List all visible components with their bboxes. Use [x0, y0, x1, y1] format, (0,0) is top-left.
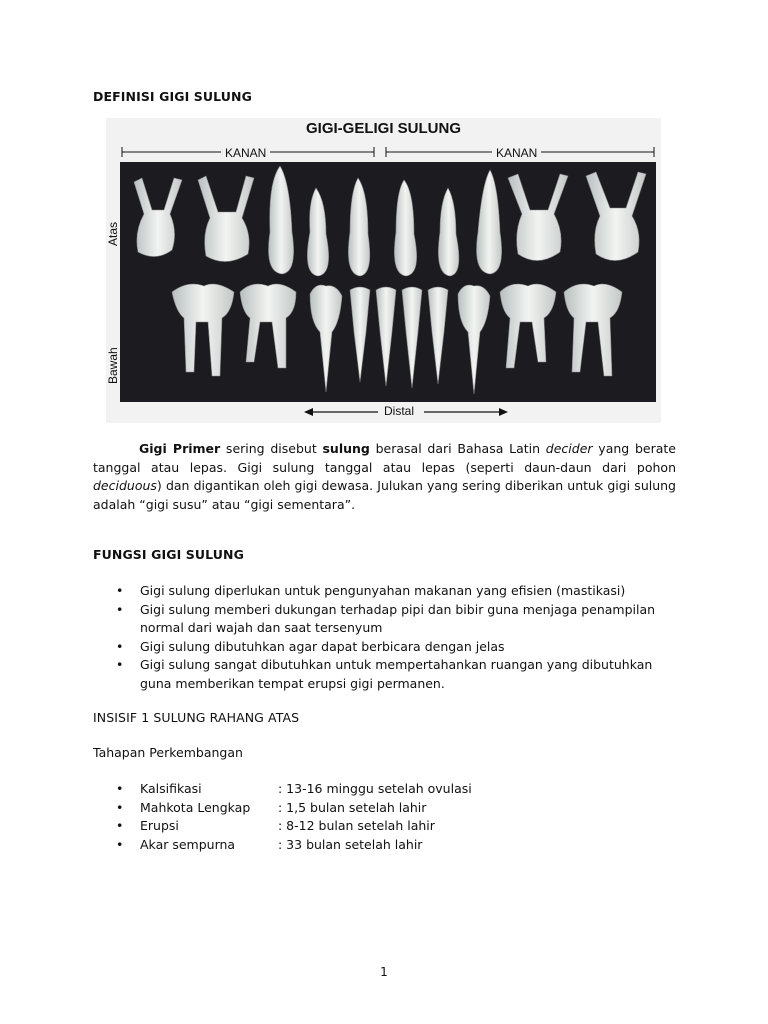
bullet-icon: •: [116, 638, 124, 654]
heading-fungsi: FUNGSI GIGI SULUNG: [93, 547, 244, 562]
bullet-icon: •: [116, 836, 124, 852]
stage-label: Kalsifikasi: [140, 781, 202, 796]
stage-value: : 33 bulan setelah lahir: [278, 836, 423, 852]
label-bawah: Bawah: [106, 347, 120, 384]
figure-title: GIGI-GELIGI SULUNG: [305, 120, 461, 137]
list-item: [93, 780, 472, 799]
bullet-icon: •: [116, 781, 124, 796]
term-deciduous: deciduous: [93, 478, 157, 493]
heading-tahapan: Tahapan Perkembangan: [93, 745, 243, 760]
bullet-icon: •: [116, 657, 124, 672]
stage-label: Erupsi: [140, 818, 179, 833]
term-gigi-primer: Gigi Primer: [139, 441, 221, 456]
stage-value: : 13-16 minggu setelah ovulasi: [278, 781, 472, 796]
teeth-illustration: [120, 162, 656, 402]
stages-list: [93, 780, 472, 854]
stage-value: : 8-12 bulan setelah lahir: [278, 818, 435, 833]
list-item: [93, 638, 683, 657]
para-text: sering disebut: [220, 441, 323, 456]
page-number: 1: [380, 965, 388, 979]
heading-insisif: INSISIF 1 SULUNG RAHANG ATAS: [93, 710, 300, 725]
label-distal: Distal: [384, 404, 415, 418]
list-item: [93, 836, 472, 855]
term-decider: decider: [545, 441, 593, 456]
bullet-icon: •: [116, 799, 124, 815]
stage-value: : 1,5 bulan setelah lahir: [278, 799, 427, 815]
stage-label: Akar sempurna: [140, 836, 236, 852]
teeth-figure: [106, 118, 661, 423]
label-kanan-right: KANAN: [492, 146, 541, 160]
list-item: [93, 799, 472, 818]
label-atas: Atas: [106, 221, 120, 246]
stage-label: Mahkota Lengkap: [140, 799, 251, 815]
fungsi-list: [93, 582, 683, 693]
list-item: [93, 817, 472, 836]
heading-definisi: DEFINISI GIGI SULUNG: [93, 89, 252, 104]
bullet-icon: •: [116, 583, 124, 598]
list-item-text: Gigi sulung sangat dibutuhkan untuk mempertahankan ruangan yang dibutuhkan guna memberikan tempat erupsi gigi permanen.: [140, 657, 653, 691]
para-text: berasal dari Bahasa Latin: [369, 441, 546, 456]
definition-paragraph: [93, 440, 676, 514]
list-item-text: Gigi sulung memberi dukungan terhadap pipi dan bibir guna menjaga penampilan normal dari wajah dan saat tersenyum: [140, 601, 656, 635]
bullet-icon: •: [116, 601, 124, 617]
teeth-photo: [120, 162, 656, 402]
list-item: [93, 582, 683, 601]
para-text: yang berate tanggal atau lepas. Gigi sulung tanggal atau lepas (seperti daun-daun dari pohon: [93, 441, 676, 475]
list-item: [93, 601, 683, 638]
bullet-icon: •: [116, 818, 124, 833]
list-item-text: Gigi sulung dibutuhkan agar dapat berbicara dengan jelas: [140, 638, 505, 654]
term-sulung: sulung: [322, 441, 370, 456]
list-item: [93, 656, 683, 693]
list-item-text: Gigi sulung diperlukan untuk pengunyahan makanan yang efisien (mastikasi): [140, 583, 626, 598]
label-kanan-left: KANAN: [221, 146, 270, 160]
para-text: ) dan digantikan oleh gigi dewasa. Julukan yang sering diberikan untuk gigi sulung adalah “gigi susu” atau “gigi sementara”.: [93, 478, 676, 512]
